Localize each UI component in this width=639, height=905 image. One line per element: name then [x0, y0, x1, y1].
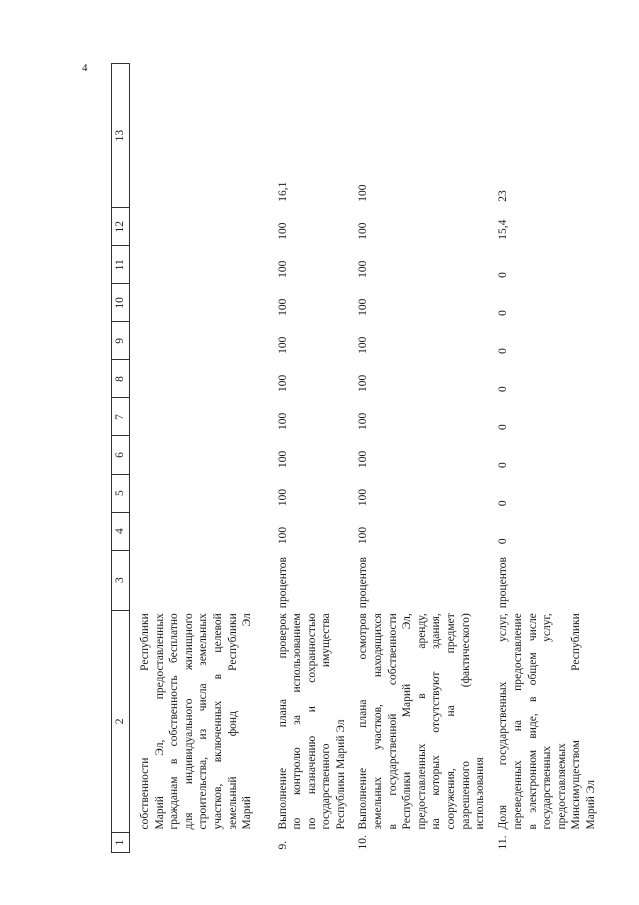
name-line: государственных услуг, — [541, 613, 554, 830]
value-cell — [130, 436, 268, 474]
name-line: использования — [474, 757, 487, 830]
value-cell: 100 — [357, 336, 370, 354]
column-header: 8 — [112, 360, 130, 398]
value-cell: 100 — [357, 526, 370, 545]
value-cell: 100 — [357, 412, 370, 430]
name-line: строительства, из числа земельных — [197, 613, 210, 830]
value-cell: 100 — [357, 450, 370, 469]
value-cell: 100 — [276, 222, 289, 240]
value-cell: 16,1 — [276, 181, 289, 202]
row-index: 9. — [276, 840, 289, 850]
value-cell: 100 — [357, 222, 370, 240]
value-cell — [130, 64, 268, 208]
value-cell — [130, 398, 268, 436]
value-cell — [130, 360, 268, 398]
name-line: собственности Республики — [139, 613, 151, 830]
name-line: Республики Марий Эл — [334, 719, 347, 830]
table-row — [130, 64, 268, 853]
value-cell: 100 — [276, 488, 289, 507]
value-cell: 100 — [276, 336, 289, 354]
column-header: 7 — [112, 398, 130, 436]
value-cell: 100 — [357, 184, 370, 202]
value-cell: 100 — [276, 526, 289, 545]
name-line: в электронном виде, в общем числе — [526, 613, 539, 830]
value-cell — [130, 246, 268, 284]
row-index — [130, 832, 268, 852]
name-line: Республики Марий Эл, — [401, 613, 414, 830]
name-line: земельных участков, находящихся — [372, 613, 385, 830]
value-cell: 100 — [276, 450, 289, 469]
column-number-row — [112, 64, 130, 853]
row-index: 11. — [497, 835, 510, 850]
column-header: 13 — [112, 64, 130, 208]
name-line: в государственной собственности — [386, 613, 399, 830]
value-cell: 23 — [497, 190, 510, 202]
table-row — [348, 64, 488, 853]
value-cell: 100 — [276, 412, 289, 430]
indicator-name — [268, 610, 349, 832]
value-cell: 100 — [357, 374, 370, 392]
name-line: Марий Эл, предоставленных — [153, 613, 166, 830]
table-row — [488, 64, 598, 853]
name-line: по контролю за использованием — [291, 613, 304, 830]
column-header: 3 — [112, 550, 130, 610]
unit: процентов — [497, 557, 510, 609]
column-header: 12 — [112, 208, 130, 246]
value-cell: 0 — [497, 272, 510, 278]
value-cell: 100 — [276, 298, 289, 316]
name-line: сооружения, на предмет — [445, 613, 458, 830]
column-header: 11 — [112, 246, 130, 284]
column-header: 9 — [112, 322, 130, 360]
name-line: Минсимуществом Республики — [570, 613, 583, 830]
value-cell: 0 — [497, 538, 510, 545]
indicator-name — [348, 610, 488, 832]
page-number: 4 — [82, 62, 88, 74]
table-row — [268, 64, 349, 853]
name-line: на которых отсутствуют здания, — [430, 613, 443, 830]
name-line: гражданам в собственность бесплатно — [168, 613, 181, 830]
name-line: предоставляемых — [555, 743, 568, 830]
value-cell: 0 — [497, 348, 510, 354]
value-cell: 100 — [276, 260, 289, 278]
indicator-name — [488, 610, 598, 832]
column-header: 10 — [112, 284, 130, 322]
value-cell: 15,4 — [497, 219, 510, 240]
value-cell — [130, 474, 268, 512]
name-line: Выполнение плана осмотров — [357, 613, 370, 830]
value-cell: 0 — [497, 424, 510, 430]
value-cell: 0 — [497, 386, 510, 392]
indicators-table — [111, 63, 599, 853]
name-line: земельный фонд Республики — [226, 613, 239, 830]
value-cell: 100 — [357, 488, 370, 507]
name-line: для индивидуального жилищного — [182, 613, 195, 830]
name-line: участков, включенных в целевой — [211, 613, 224, 830]
value-cell — [130, 284, 268, 322]
name-line: государственного имущества — [320, 613, 333, 830]
value-cell: 0 — [497, 462, 510, 469]
value-cell: 100 — [357, 298, 370, 316]
name-line: переведенных на предоставление — [512, 613, 525, 830]
column-header: 4 — [112, 512, 130, 550]
unit: процентов — [276, 557, 289, 609]
name-line: предоставленных в аренду, — [415, 613, 428, 830]
name-line: Доля государственных услуг, — [497, 613, 510, 830]
name-line: по назначению и сохранностью — [305, 613, 318, 830]
column-header: 1 — [112, 832, 130, 852]
value-cell: 100 — [357, 260, 370, 278]
name-line: Марий Эл — [585, 780, 598, 830]
value-cell — [130, 512, 268, 550]
column-header: 6 — [112, 436, 130, 474]
value-cell: 100 — [276, 374, 289, 392]
name-line: Марий Эл — [241, 613, 254, 830]
column-header: 2 — [112, 610, 130, 832]
name-line: разрешенного (фактического) — [459, 613, 472, 830]
value-cell — [130, 322, 268, 360]
indicator-name — [130, 610, 268, 832]
unit: процентов — [357, 557, 370, 609]
unit — [130, 550, 268, 610]
name-line: Выполнение плана проверок — [276, 613, 289, 830]
column-header: 5 — [112, 474, 130, 512]
rotated-table-wrapper — [111, 63, 598, 853]
value-cell: 0 — [497, 500, 510, 507]
value-cell — [130, 208, 268, 246]
value-cell: 0 — [497, 310, 510, 316]
row-index: 10. — [357, 835, 370, 850]
